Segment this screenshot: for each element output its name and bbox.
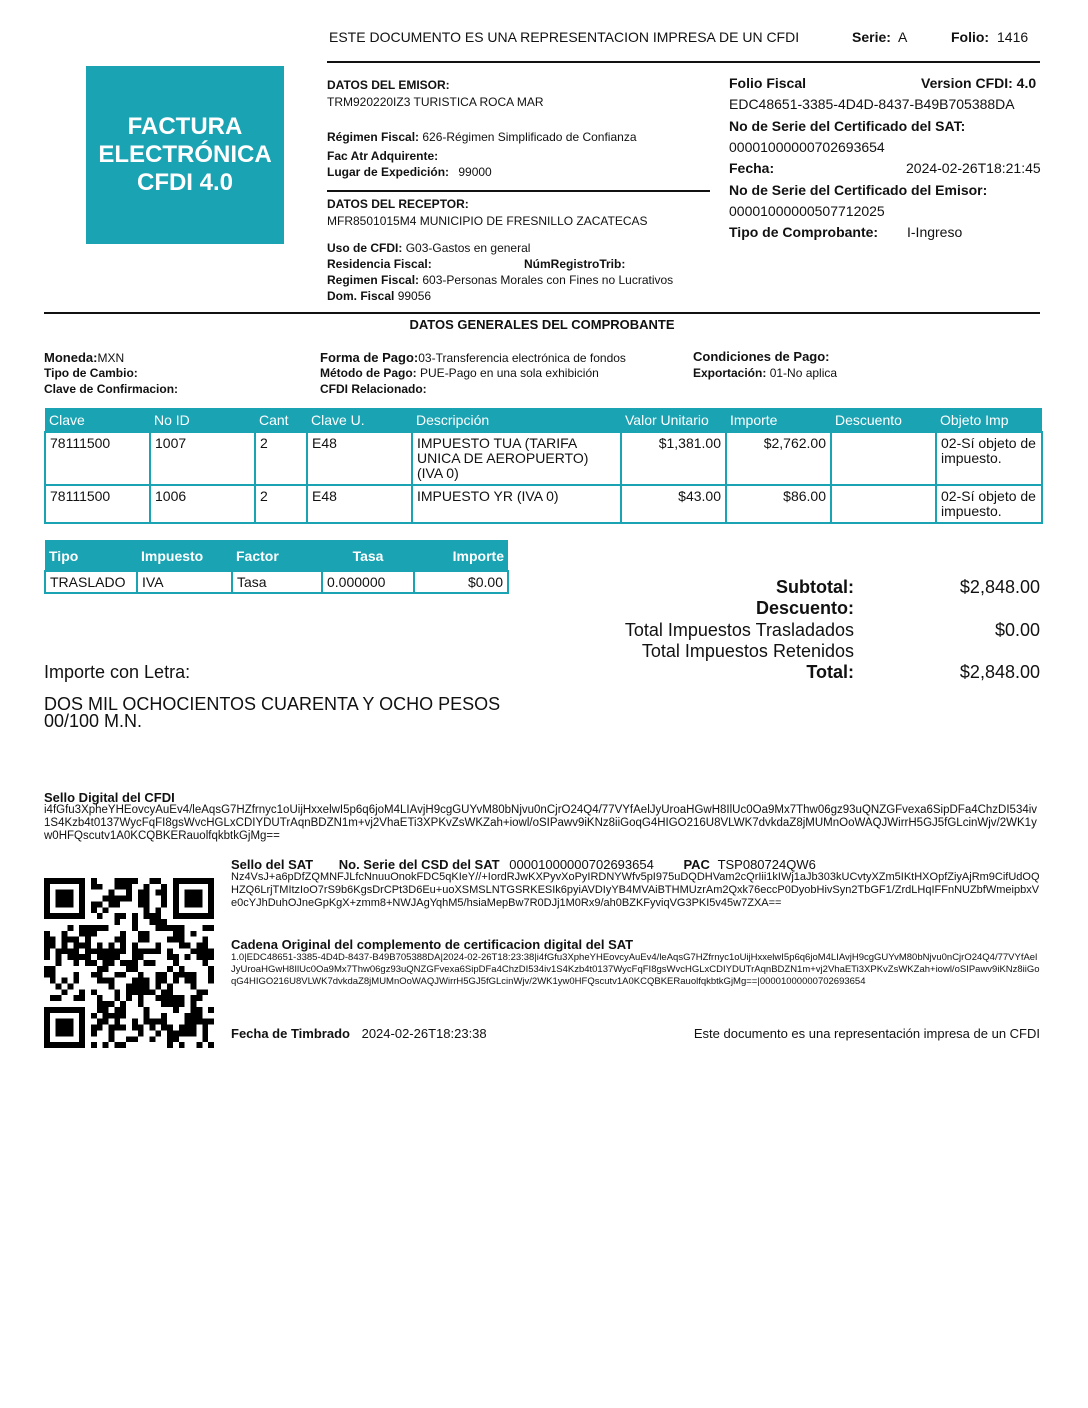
numreg-label: NúmRegistroTrib: [524,257,626,271]
exportacion [693,366,837,380]
col-no-id: No ID [150,408,255,432]
clave-confirmacion-label: Clave de Confirmacion: [44,382,179,396]
receptor-regimen-value: 603-Personas Morales con Fines no Lucrativos [422,273,674,287]
header-divider [327,61,1040,63]
cell-valor-unitario: $43.00 [621,485,726,523]
total-value: $2,848.00 [959,662,1040,682]
folio-label: Folio: [951,29,990,45]
factura-logo [86,66,284,244]
sello-sat-label: Sello del SAT [231,857,314,872]
cell-importe: $86.00 [726,485,831,523]
tax-col-impuesto: Impuesto [137,540,232,571]
tax-col-tasa: Tasa [322,540,414,571]
sello-cfdi-value: i4fGfu3XpheYHEovcyAuEv4/leAqsG7HZfrnyc1oUijHxxelwI5p6q6joM4LIAvjH9cgGUYvM80bNjvu0nCjrO24Q4/77VYfAelJyUroaHGwH8IlUc0Oa9Mx7Thw06gz93uQNZGFvexa6SipDFa4ChzDI534iv1S4Kzb4t0137WycFqFI8gsWvcHGLxCDIYDUTrAqnBDZN1m+vj2VhaETi3XPKvZsWKZah+iowl/oSIPawv9iKNz8iiGoqG4HIGO216U8VLWK7dvkdaZ8jMUMnOoWAQJWirrH5GJ5fGLcinWjv/2WK1yw0HFQscutv1A0KCQBKERauolfqkbtkGjMg== [44,804,1038,842]
tipo-comprobante-value: I-Ingreso [907,224,963,240]
sello-sat-value: Nz4VsJ+a6pDfZQMNFJLfcNnuuOnokFDC5qKIeY//+IordRJwKXPyvXoPyIRDNYWfv5pI975uDQDHVam2cQrIii1kIWj1aJb303kUCvtyXZm5IKtHXOpfZiyAjRm9CifUdOQHZQ6LrjTMItzIoO7rS9b6KgsDrCPt3D6Eu+uoXSMSLNTGSRKESIk6pyiAVDIyYB4MVAiBTHMUzrAm2Qxk76eccP0DyobHivSyn2TbGF1/ZrdLHqIFFnNUZbfWmeipbxVe0cYJhDuhOJneGpKgX+zmm8+NWJAgYqhM5/hsiaMepBw7R0DJj1M0Rx9/ah0BZKFyviqVG3PKI5v45w7ZXA== [231,871,1040,909]
receptor-title: DATOS DEL RECEPTOR: [327,197,469,211]
generales-title: DATOS GENERALES DEL COMPROBANTE [409,317,675,332]
tax-cell-tasa: 0.000000 [322,571,414,593]
exportacion-label: Exportación: [693,366,767,380]
emisor-regimen-value: 626-Régimen Simplificado de Confianza [422,130,637,144]
col-descripcion: Descripción [412,408,621,432]
generales-divider [44,312,1040,314]
fecha-timbrado [231,1026,487,1041]
pac-value: TSP080724QW6 [717,857,816,872]
subtotal-label: Subtotal: [776,577,854,597]
uso-cfdi [327,241,530,255]
dom-fiscal [327,289,431,303]
cert-sat-value: 00001000000702693654 [729,139,885,155]
logo-line-1: FACTURA [127,113,243,140]
receptor-regimen [327,273,673,287]
uso-value: G03-Gastos en general [405,241,531,255]
items-header-row [45,408,1042,432]
col-clave-u: Clave U. [307,408,412,432]
cadena-value: 1.0|EDC48651-3385-4D4D-8437-B49B705388DA|2024-02-26T18:23:38|i4fGfu3XpheYHEovcyAuEv4/leAqsG7HZfrnyc1oUijHxxelwI5p6q6joM4LIAvjH9cgGUYvM80bNjvu0nCjrO24Q4/77VYfAelJyUroaHGwH8IlUc0Oa9Mx7Thw06gz93uQNZGFvexa6SipDFa4ChzDI534iv1S4Kzb4t0137WycFqFI8gsWvcHGLxCDIYDUTrAqnBDZN1m+vj2VhaETi3XPKvZsWKZah+iowl/oSIPawv9iKNz8iiGoqG4HIGO216U8VLWK7dvkdaZ8jMUMnOoWAQJWirrH5GJ5fGLcinWjv/2WK1yw0HFQscutv1A0KCQBKERauolfqkbtkGjMg==|00001000000702693654 [231,952,1040,987]
subtotal-value: $2,848.00 [959,577,1040,597]
cell-importe: $2,762.00 [726,432,831,485]
table-row [45,571,508,593]
emisor-name: TRM920220IZ3 TURISTICA ROCA MAR [327,95,544,109]
csd-label: No. Serie del CSD del SAT [338,857,500,872]
exportacion-value: 01-No aplica [769,366,838,380]
cell-objeto-imp: 02-Sí objeto de impuesto. [936,432,1042,485]
version-cfdi-label: Version CFDI: 4.0 [921,75,1037,91]
cell-clave-u: E48 [307,432,412,485]
cell-descuento [831,485,936,523]
sat-header [231,857,816,872]
emisor-regimen-label: Régimen Fiscal: [327,130,420,144]
cell-cant: 2 [255,485,307,523]
uso-label: Uso de CFDI: [327,241,403,255]
table-row [45,485,1042,523]
cert-emisor-label: No de Serie del Certificado del Emisor: [729,182,988,198]
emisor-title: DATOS DEL EMISOR: [327,78,450,92]
cell-objeto-imp: 02-Sí objeto de impuesto. [936,485,1042,523]
lugar-label: Lugar de Expedición: [327,165,450,179]
importe-letra-value: DOS MIL OCHOCIENTOS CUARENTA Y OCHO PESOS 00/100 M.N. [44,694,501,731]
col-valor-unitario: Valor Unitario [621,408,726,432]
document-notice: ESTE DOCUMENTO ES UNA REPRESENTACION IMPRESA DE UN CFDI [329,29,800,45]
pac-label: PAC [683,857,710,872]
csd-value: 00001000000702693654 [509,857,654,872]
col-objeto-imp: Objeto Imp [936,408,1042,432]
receptor-regimen-label: Regimen Fiscal: [327,273,420,287]
forma-label: Forma de Pago: [320,350,419,365]
tax-cell-impuesto: IVA [137,571,232,593]
col-clave: Clave [45,408,150,432]
tax-cell-importe: $0.00 [414,571,508,593]
forma-pago [320,349,626,367]
cadena-label: Cadena Original del complemento de certificacion digital del SAT [231,937,634,952]
dom-value: 99056 [397,289,432,303]
moneda-label: Moneda: [44,350,98,365]
retenidos-label: Total Impuestos Retenidos [641,641,854,661]
cell-descripcion: IMPUESTO TUA (TARIFA UNICA DE AEROPUERTO) (IVA 0) [412,432,621,485]
lugar-value: 99000 [458,165,492,179]
logo-line-2: ELECTRÓNICA [98,141,272,168]
serie-value: A [898,29,908,45]
footer-note: Este documento es una representación impresa de un CFDI [693,1026,1040,1041]
condiciones-label: Condiciones de Pago: [693,349,830,364]
cfdi-relacionado-label: CFDI Relacionado: [320,382,427,396]
cell-no-id: 1007 [150,432,255,485]
folio-fiscal-label: Folio Fiscal [729,75,807,91]
tax-col-importe: Importe [414,540,508,571]
metodo-pago [320,366,599,380]
moneda-value: MXN [97,351,125,365]
timbrado-value: 2024-02-26T18:23:38 [361,1026,487,1041]
receptor-name: MFR8501015M4 MUNICIPIO DE FRESNILLO ZACATECAS [327,214,648,228]
tax-col-factor: Factor [232,540,322,571]
items-table [44,408,1043,524]
tax-cell-factor: Tasa [232,571,322,593]
sello-cfdi-label: Sello Digital del CFDI [44,790,175,805]
trasladados-label: Total Impuestos Trasladados [624,620,854,640]
cell-clave-u: E48 [307,485,412,523]
cell-descripcion: IMPUESTO YR (IVA 0) [412,485,621,523]
folio-fiscal-value: EDC48651-3385-4D4D-8437-B49B705388DA [729,96,1015,112]
forma-value: 03-Transferencia electrónica de fondos [418,351,626,365]
col-cant: Cant [255,408,307,432]
cell-clave: 78111500 [45,432,150,485]
metodo-value: PUE-Pago en una sola exhibición [420,366,599,380]
qr-code-icon [44,877,214,1049]
metodo-label: Método de Pago: [320,366,417,380]
tax-table [44,540,509,594]
tipo-comprobante-label: Tipo de Comprobante: [729,224,879,240]
cert-sat-label: No de Serie del Certificado del SAT: [729,118,966,134]
timbrado-label: Fecha de Timbrado [231,1026,350,1041]
cell-descuento [831,432,936,485]
emisor-regimen [327,130,637,144]
logo-line-3: CFDI 4.0 [136,169,234,196]
descuento-label: Descuento: [755,598,854,618]
moneda [44,349,124,367]
col-importe: Importe [726,408,831,432]
lugar-expedicion [327,165,492,179]
importe-letra-label: Importe con Letra: [44,662,191,682]
fecha-value: 2024-02-26T18:21:45 [906,160,1041,176]
fac-atr-label: Fac Atr Adquirente: [327,149,439,163]
tipo-cambio-label: Tipo de Cambio: [44,366,138,380]
trasladados-value: $0.00 [994,620,1040,640]
cert-emisor-value: 00001000000507712025 [729,203,885,219]
total-label: Total: [806,662,854,682]
tax-header-row [45,540,508,571]
residencia-label: Residencia Fiscal: [327,257,432,271]
cell-no-id: 1006 [150,485,255,523]
cell-cant: 2 [255,432,307,485]
cell-valor-unitario: $1,381.00 [621,432,726,485]
emisor-divider [327,190,710,192]
dom-label: Dom. Fiscal [327,289,395,303]
tax-cell-tipo: TRASLADO [45,571,137,593]
table-row [45,432,1042,485]
folio-value: 1416 [997,29,1029,45]
tax-col-tipo: Tipo [45,540,137,571]
cell-clave: 78111500 [45,485,150,523]
serie-label: Serie: [852,29,891,45]
col-descuento: Descuento [831,408,936,432]
fecha-label: Fecha: [729,160,775,176]
